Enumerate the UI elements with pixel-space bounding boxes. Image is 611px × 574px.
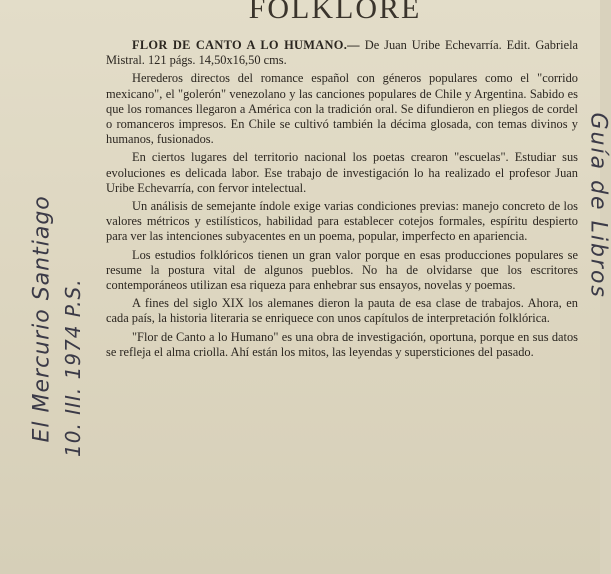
section-heading: FOLKLORE: [248, 0, 422, 25]
article-paragraph: Los estudios folklóricos tienen un gran valor porque en esas producciones populares se resume la postura vital de algunos pueblos. No ha de olvidarse que los escritores contemporáneos utilizan esa riqueza para enhebrar sus ensayos, novelas y poemas.: [106, 247, 578, 293]
handwritten-section-note: Guía de Libros: [585, 112, 611, 299]
book-title: FLOR DE CANTO A LO HUMANO.—: [132, 38, 360, 52]
handwritten-source-note: El Mercurio Santiago: [29, 195, 55, 443]
article-paragraph: Un análisis de semejante índole exige varias condiciones previas: manejo concreto de los valores métricos y estilísticos, habilidad para establecer cotejos formales, espíritu despierto para ver las intenciones subyacentes en un poema, popular, imperfecto en apariencia.: [106, 199, 578, 244]
article-paragraph: Herederos directos del romance español con géneros populares como el "corrido mexicano", el "golerón" venezolano y las canciones populares de Chile y Argentina. Sabido es que los romances llegaron a América con la tradición oral. Se difundieron en pliegos de cordel o romanceros impresos. En Chile se cultivó también la décima glosada, con temas divinos y humanos, fusionados.: [106, 71, 578, 147]
article-paragraph: [106, 38, 578, 68]
article-paragraph: A fines del siglo XIX los alemanes dieron la pauta de esa clase de trabajos. Ahora, en cada país, la historia literaria se enriquece con unos capítulos de interpretación folklórica.: [106, 296, 578, 326]
book-details: De Juan Uribe Echevarría. Edit. Gabriela Mistral. 121 págs. 14,50x16,50 cms.: [106, 38, 579, 68]
handwritten-date-note: 10. III. 1974 P.S.: [61, 278, 85, 457]
article-paragraph: "Flor de Canto a lo Humano" es una obra de investigación, oportuna, porque en sus datos se refleja el alma criolla. Ahí están los mitos, las leyendas y supersticiones del pasado.: [106, 329, 578, 359]
review-article: [106, 38, 578, 360]
article-paragraph: En ciertos lugares del territorio nacional los poetas crearon "escuelas". Estudiar sus evoluciones es delicada labor. Ese trabajo de investigación lo ha realizado el profesor Juan Uribe Echevarría, con fervor intelectual.: [106, 150, 578, 195]
